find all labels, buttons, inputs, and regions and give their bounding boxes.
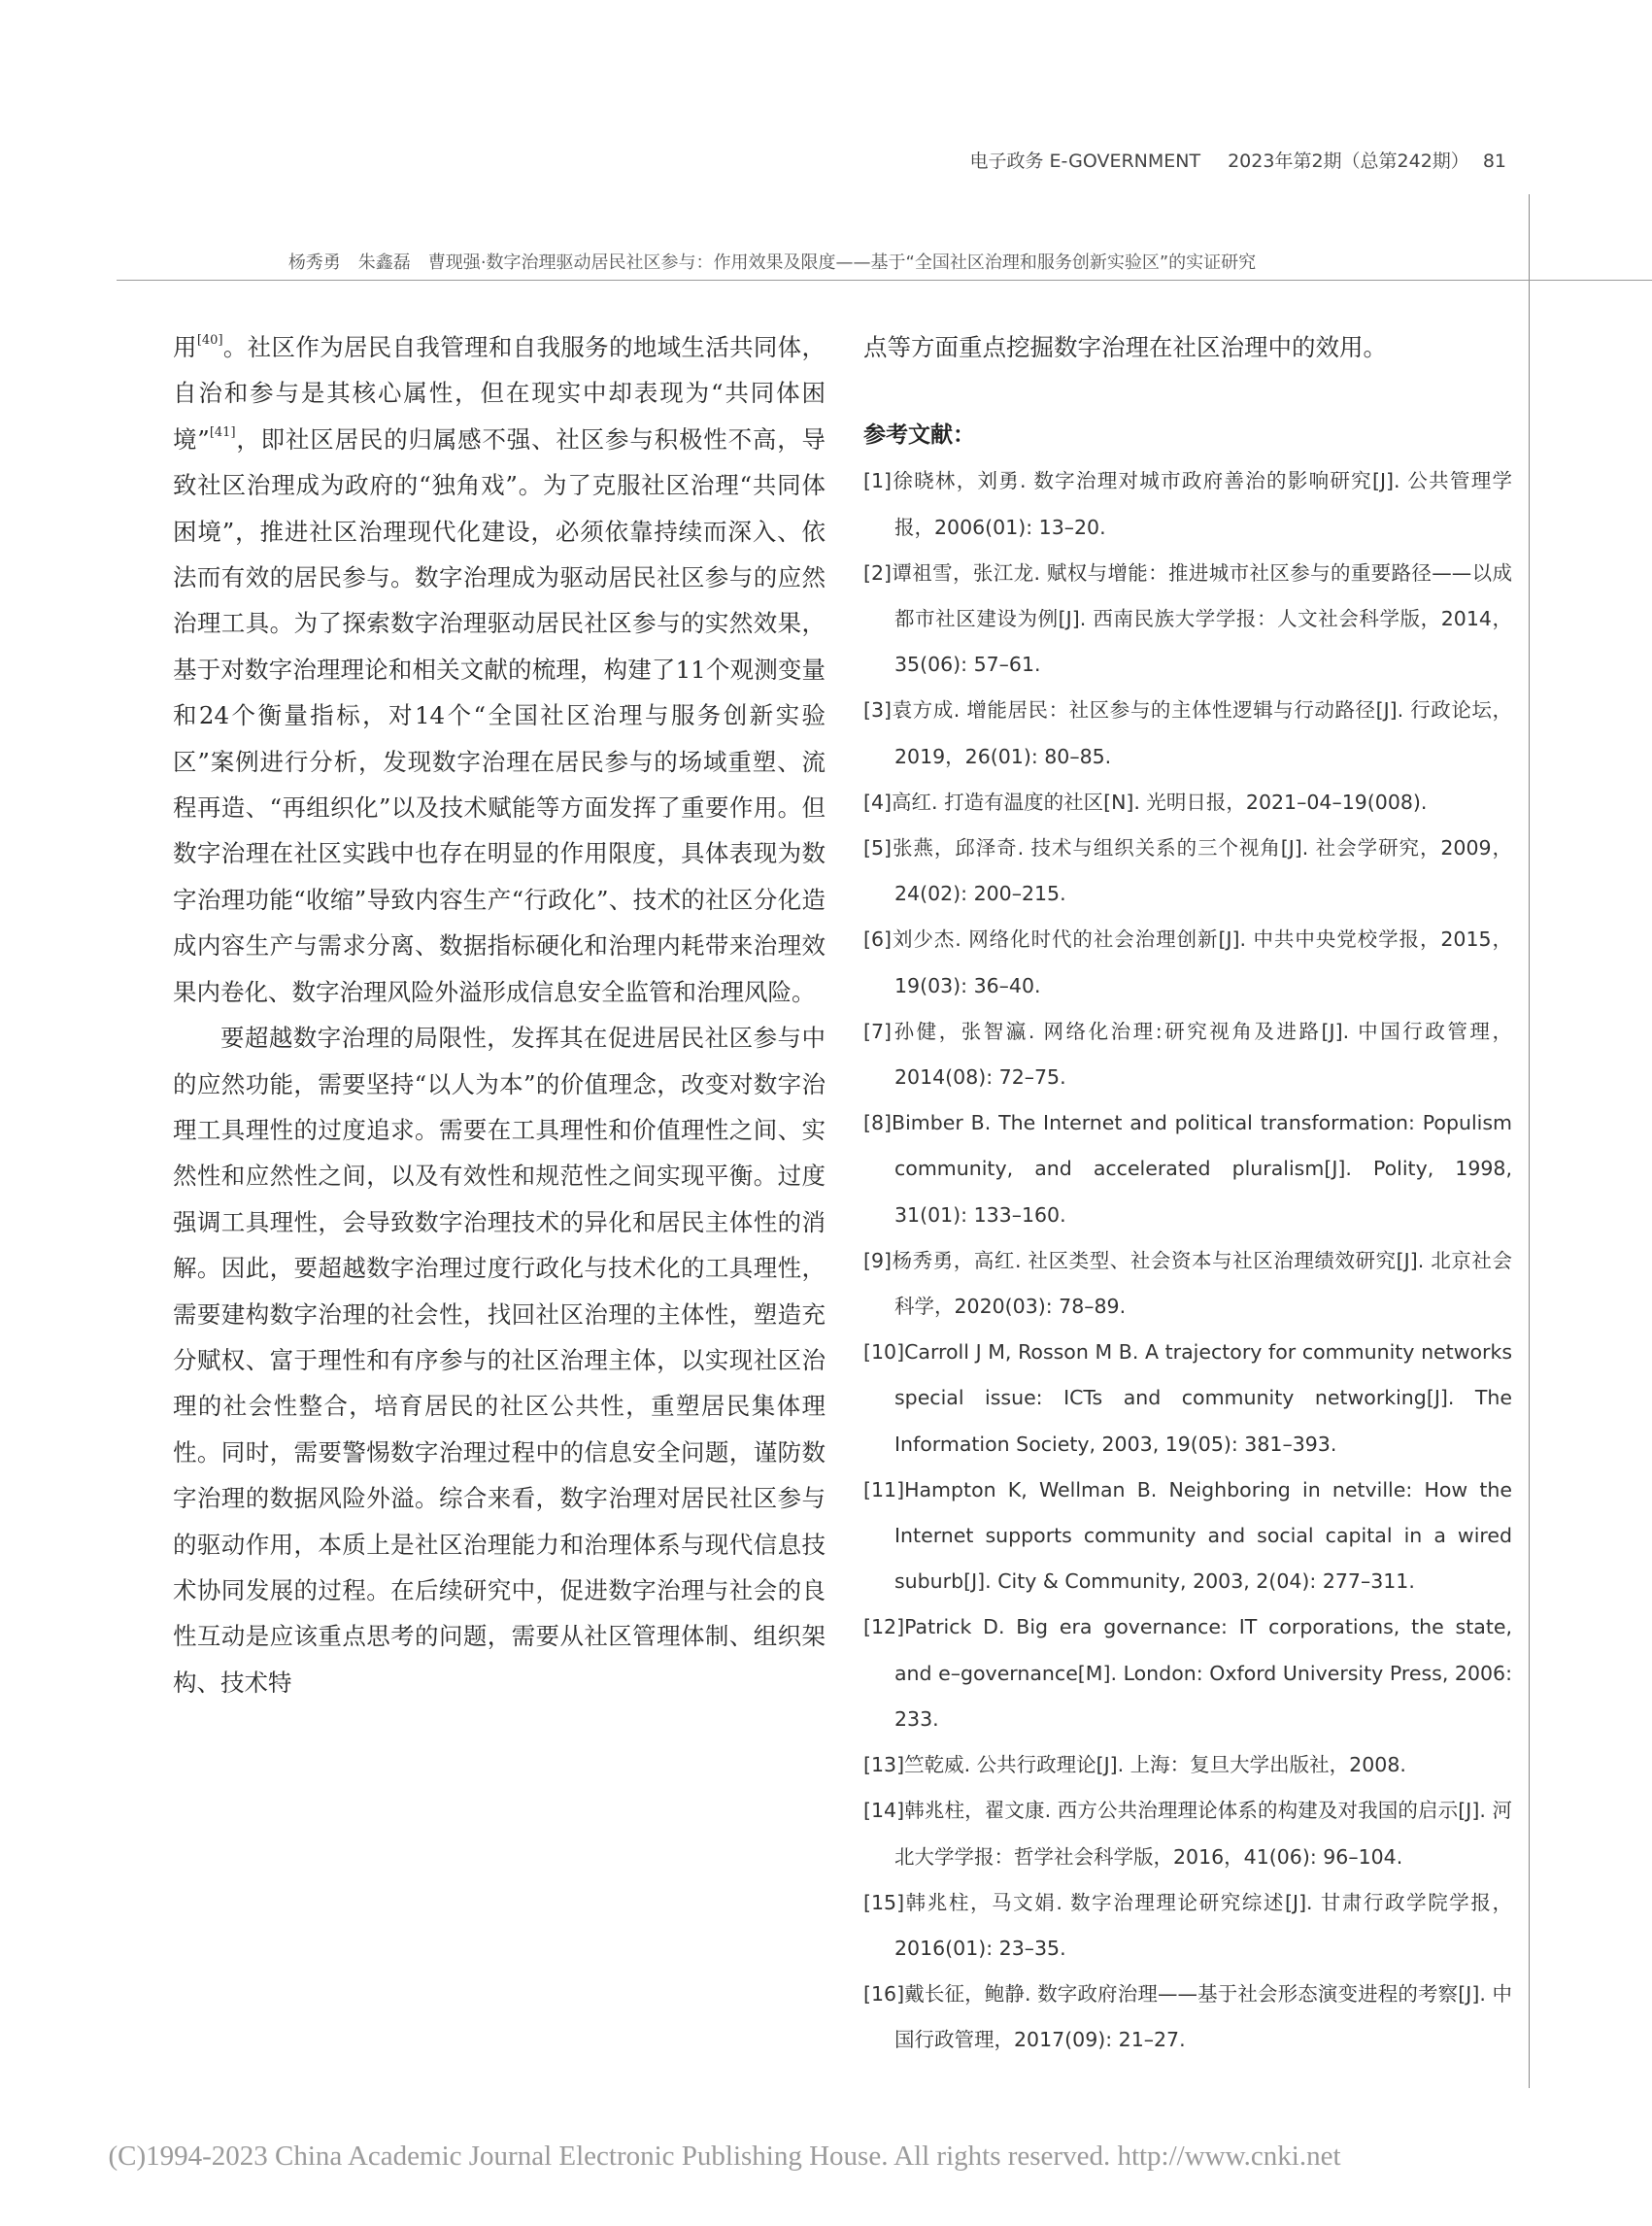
reference-item: [14]韩兆柱，翟文康. 西方公共治理理论体系的构建及对我国的启示[J]. 河北大学学报：哲学社会科学版，2016，41(06): 96–104.: [863, 1799, 1512, 1869]
left-column: [173, 324, 826, 1705]
reference-item: [11]Hampton K, Wellman B. Neighboring in netville: How the Internet supports community and social capital in a wired suburb[J]. City & Community, 2003, 2(04): 277–311.: [863, 1477, 1512, 1594]
citation-41: [41]: [209, 424, 236, 440]
reference-item: [1]徐晓林，刘勇. 数字治理对城市政府善治的影响研究[J]. 公共管理学报，2006(01): 13–20.: [863, 469, 1512, 539]
reference-item: [5]张燕，邱泽奇. 技术与组织关系的三个视角[J]. 社会学研究，2009，24(02): 200–215.: [863, 836, 1512, 906]
right-column: [863, 324, 1512, 2064]
reference-item: [15]韩兆柱，马文娟. 数字治理理论研究综述[J]. 甘肃行政学院学报，2016(01): 23–35.: [863, 1890, 1512, 1960]
reference-item: [10]Carroll J M, Rosson M B. A trajectory for community networks special issue: ICTs and community networking[J]. The Information Society, 2003, 19(05): 381–393.: [863, 1340, 1512, 1456]
body-paragraph-continuation: 点等方面重点挖掘数字治理在社区治理中的效用。: [863, 333, 1387, 361]
reference-item: [9]杨秀勇，高红. 社区类型、社会资本与社区治理绩效研究[J]. 北京社会科学，2020(03): 78–89.: [863, 1248, 1512, 1319]
header-rule: [117, 280, 1652, 281]
reference-item: [7]孙健，张智瀛. 网络化治理:研究视角及进路[J]. 中国行政管理，2014(08): 72–75.: [863, 1019, 1512, 1090]
reference-item: [12]Patrick D. Big era governance: IT corporations, the state, and e–governance[M]. London: Oxford University Press, 2006: 233.: [863, 1615, 1512, 1731]
running-authors: 杨秀勇 朱鑫磊 曹现强: [287, 253, 481, 273]
reference-item: [13]竺乾威. 公共行政理论[J]. 上海：复旦大学出版社，2008.: [863, 1753, 1406, 1777]
references-heading: 参考文献：: [863, 422, 975, 449]
journal-name: 电子政务 E-GOVERNMENT: [969, 151, 1201, 172]
reference-item: [6]刘少杰. 网络化时代的社会治理创新[J]. 中共中央党校学报，2015，19(03): 36–40.: [863, 928, 1512, 997]
body-paragraph-1: 用[40]。社区作为居民自我管理和自我服务的地域生活共同体，自治和参与是其核心属性，但在现实中却表现为“共同体困境”[41]，即社区居民的归属感不强、社区参与积极性不高，导致社区治理成为政府的“独角戏”。为了克服社区治理“共同体困境”，推进社区治理现代化建设，必须依靠持续而深入、依法而有效的居民参与。数字治理成为驱动居民社区参与的应然治理工具。为了探索数字治理驱动居民社区参与的实然效果，基于对数字治理理论和相关文献的梳理，构建了11个观测变量和24个衡量指标，对14个“全国社区治理与服务创新实验区”案例进行分析，发现数字治理在居民参与的场域重塑、流程再造、“再组织化”以及技术赋能等方面发挥了重要作用。但数字治理在社区实践中也存在明显的作用限度，具体表现为数字治理功能“收缩”导致内容生产“行政化”、技术的社区分化造成内容生产与需求分离、数据指标硬化和治理内耗带来治理效果内卷化、数字治理风险外溢形成信息安全监管和治理风险。: [173, 333, 826, 1006]
reference-item: [16]戴长征，鲍静. 数字政府治理——基于社会形态演变进程的考察[J]. 中国行政管理，2017(09): 21–27.: [863, 1982, 1512, 2052]
reference-item: [4]高红. 打造有温度的社区[N]. 光明日报，2021–04–19(008).: [863, 790, 1428, 814]
vertical-rule: [1529, 194, 1530, 2088]
reference-item: [8]Bimber B. The Internet and political transformation: Populism community, and accelerated pluralism[J]. Polity, 1998, 31(01): 133–160.: [863, 1111, 1512, 1227]
citation-40: [40]: [196, 333, 223, 348]
journal-header: [970, 147, 1506, 173]
copyright-footer: (C)1994-2023 China Academic Journal Electronic Publishing House. All rights reserved. http://www.cnki.net: [108, 2141, 1341, 2172]
reference-list: [863, 458, 1512, 2063]
reference-item: [3]袁方成. 增能居民：社区参与的主体性逻辑与行动路径[J]. 行政论坛，2019，26(01): 80–85.: [863, 698, 1512, 768]
journal-issue: 2023年第2期（总第242期）: [1228, 151, 1469, 172]
page-number: 81: [1482, 151, 1506, 172]
running-title: [117, 249, 1428, 274]
running-article-title: ·数字治理驱动居民社区参与：作用效果及限度——基于“全国社区治理和服务创新实验区”的实证研究: [480, 253, 1257, 273]
body-paragraph-2: 要超越数字治理的局限性，发挥其在促进居民社区参与中的应然功能，需要坚持“以人为本”的价值理念，改变对数字治理工具理性的过度追求。需要在工具理性和价值理性之间、实然性和应然性之间，以及有效性和规范性之间实现平衡。过度强调工具理性，会导致数字治理技术的异化和居民主体性的消解。因此，要超越数字治理过度行政化与技术化的工具理性，需要建构数字治理的社会性，找回社区治理的主体性，塑造充分赋权、富于理性和有序参与的社区治理主体，以实现社区治理的社会性整合，培育居民的社区公共性，重塑居民集体理性。同时，需要警惕数字治理过程中的信息安全问题，谨防数字治理的数据风险外溢。综合来看，数字治理对居民社区参与的驱动作用，本质上是社区治理能力和治理体系与现代信息技术协同发展的过程。在后续研究中，促进数字治理与社会的良性互动是应该重点思考的问题，需要从社区管理体制、组织架构、技术特: [173, 1024, 826, 1697]
reference-item: [2]谭祖雪，张江龙. 赋权与增能：推进城市社区参与的重要路径——以成都市社区建设为例[J]. 西南民族大学学报：人文社会科学版，2014，35(06): 57–61.: [863, 560, 1512, 677]
